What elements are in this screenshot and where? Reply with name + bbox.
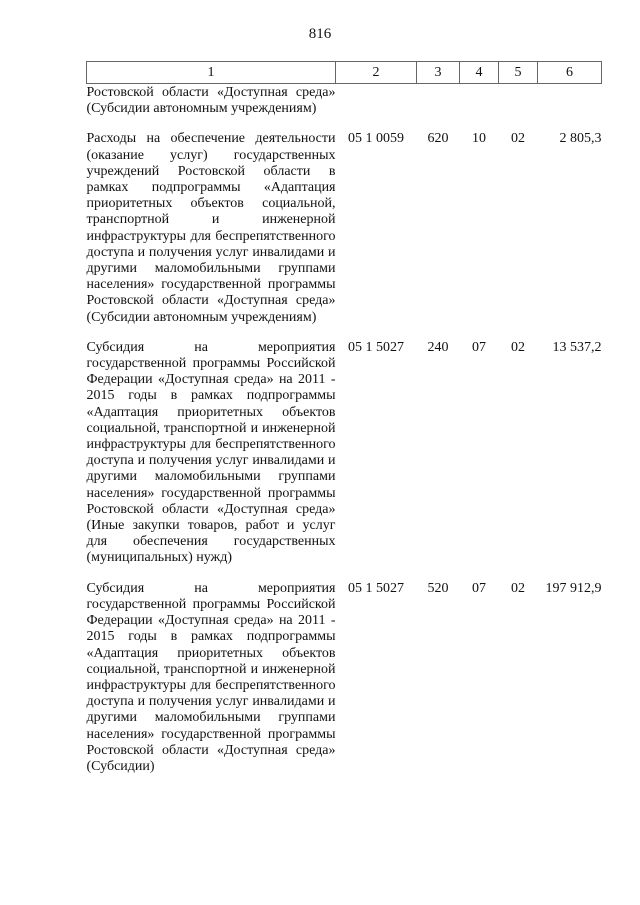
row-col4: 10 xyxy=(472,131,486,147)
row-col4: 07 xyxy=(472,580,486,596)
header-col-5: 5 xyxy=(499,62,538,84)
row-col3: 240 xyxy=(427,339,449,355)
row-amount: 13 537,2 xyxy=(552,339,602,355)
row-col3: 520 xyxy=(427,580,449,596)
table-row xyxy=(87,131,602,339)
row-description: Субсидия на мероприятия государственной программы Российской Федерации «Доступная среда» на 2011 - 2015 годы в рамках подпрограммы «Адаптация приоритетных объектов социальной, транспортной и инженерной инфраструктуры для беспрепятственного доступа и получения услуг инвалидами и другими маломобильными группами населения» государственной программы Ростовской области «Доступная среда» (Иные закупки товаров, работ и услуг для обеспечения государственных (муниципальных) нужд) xyxy=(86,339,336,566)
page-number: 816 xyxy=(308,26,332,42)
table-row xyxy=(87,581,602,789)
header-col-1: 1 xyxy=(87,62,336,84)
row-col4: 07 xyxy=(472,339,486,355)
header-col-2: 2 xyxy=(336,62,417,84)
row-col3: 620 xyxy=(427,131,449,147)
row-code: 05 1 0059 xyxy=(348,131,404,147)
budget-table xyxy=(86,61,602,789)
row-amount: 197 912,9 xyxy=(545,580,602,596)
header-col-4: 4 xyxy=(460,62,499,84)
table-row xyxy=(87,340,602,581)
row-code: 05 1 5027 xyxy=(348,339,404,355)
header-row xyxy=(87,62,602,84)
row-col5: 02 xyxy=(511,339,525,355)
continuation-description xyxy=(87,84,336,132)
header-col-6: 6 xyxy=(538,62,602,84)
continuation-text: Ростовской области «Доступная среда» (Субсидии автономным учреждениям) xyxy=(86,85,336,117)
continuation-row xyxy=(87,84,602,132)
row-description: Расходы на обеспечение деятельности (оказание услуг) государственных учреждений Ростовской области в рамках подпрограммы «Адаптация приоритетных объектов социальной, транспортной и инженерной инфраструктуры для беспрепятственного доступа и получения услуг инвалидами и другими маломобильными группами населения» государственной программы Ростовской области «Доступная среда» (Субсидии автономным учреждениям) xyxy=(86,131,336,325)
header-col-3: 3 xyxy=(417,62,460,84)
row-amount: 2 805,3 xyxy=(559,131,602,147)
row-description: Субсидия на мероприятия государственной программы Российской Федерации «Доступная среда» на 2011 - 2015 годы в рамках подпрограммы «Адаптация приоритетных объектов социальной, транспортной и инженерной инфраструктуры для беспрепятственного доступа и получения услуг инвалидами и другими маломобильными группами населения» государственной программы Ростовской области «Доступная среда» (Субсидии) xyxy=(86,580,336,774)
row-code: 05 1 5027 xyxy=(348,580,404,596)
row-col5: 02 xyxy=(511,131,525,147)
row-col5: 02 xyxy=(511,580,525,596)
